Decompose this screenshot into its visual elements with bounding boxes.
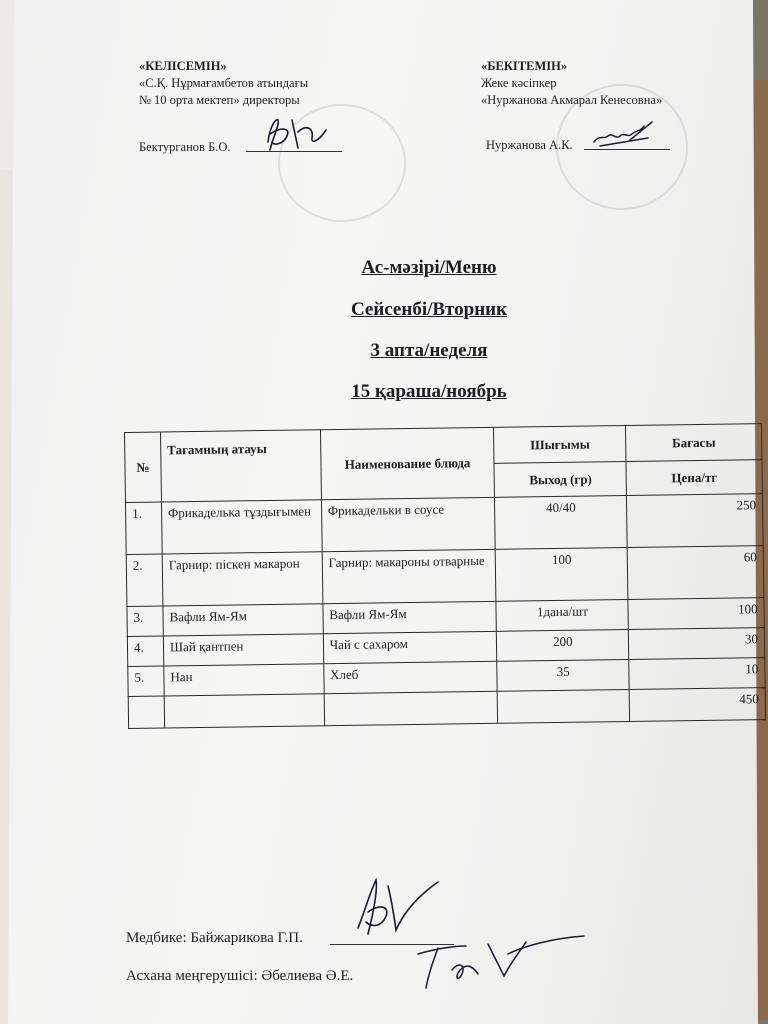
dish-price: 10 [629, 658, 765, 690]
approval-right-signer: Нуржанова А.К. [486, 138, 573, 152]
week-title: 3 апта/неделя [370, 340, 488, 361]
dish-name-kz: Нан [164, 664, 324, 696]
cook-signer: Асхана меңгерушісі: Әбелиева Ә.Е. [126, 968, 354, 984]
row-number: 1. [125, 502, 162, 554]
row-number: 3. [127, 606, 163, 636]
dish-price: 60 [627, 546, 763, 600]
empty-cell [324, 691, 498, 725]
table-row [126, 546, 764, 607]
empty-cell [164, 694, 324, 728]
approval-left-title: «КЕЛІСЕМІН» [139, 59, 227, 73]
empty-cell [128, 696, 164, 728]
dish-name-kz: Шай қантпен [163, 634, 323, 666]
dish-name-kz: Гарнир: піскен макарон [162, 552, 322, 606]
date-title: 15 қараша/ноябрь [351, 381, 507, 402]
row-number: 4. [127, 636, 163, 666]
menu-title: Ас-мәзірі/Меню [361, 257, 497, 278]
approval-right-line1: Жеке кәсіпкер [481, 76, 557, 90]
dish-yield: 1дана/шт [496, 599, 628, 631]
nurse-signer: Медбике: Байжарикова Г.П. [126, 930, 303, 946]
dish-name-kz: Вафли Ям-Ям [163, 604, 323, 636]
day-title: Сейсенбі/Вторник [350, 299, 508, 320]
dish-yield: 40/40 [495, 495, 628, 549]
dish-name-kz: Фрикаделька тұздығымен [161, 500, 321, 554]
signature-cook [408, 924, 588, 994]
approval-left-signer: Бектурганов Б.О. [139, 140, 231, 154]
col-name-kz-header: Тағамның атауы [160, 430, 321, 502]
col-yield-ru-header: Выход (гр) [494, 461, 626, 497]
total-price: 450 [629, 688, 765, 722]
col-name-ru-header: Наименование блюда [320, 427, 495, 499]
dish-price: 100 [628, 598, 764, 630]
dish-name-ru: Чай с сахаром [323, 631, 497, 663]
dish-yield: 100 [496, 547, 629, 601]
dish-name-ru: Вафли Ям-Ям [323, 601, 497, 633]
col-number-header: № [125, 432, 162, 502]
signature-right [590, 118, 656, 150]
row-number: 2. [126, 554, 163, 606]
col-yield-kz-header: Шығымы [494, 425, 626, 463]
signature-left [262, 112, 332, 156]
dish-yield: 200 [497, 629, 629, 661]
menu-table [124, 423, 766, 729]
empty-cell [498, 689, 630, 723]
col-price-ru-header: Цена/тг [626, 460, 762, 496]
dish-name-ru: Фрикадельки в соусе [321, 497, 495, 551]
dish-name-ru: Гарнир: макароны отварные [322, 549, 496, 603]
col-price-kz-header: Бағасы [626, 424, 762, 462]
table-row [125, 494, 763, 555]
dish-price: 250 [627, 494, 763, 548]
approval-left-line2: № 10 орта мектеп» директоры [139, 93, 300, 107]
dish-name-ru: Хлеб [323, 661, 497, 693]
dish-price: 30 [629, 628, 765, 660]
approval-right-title: «БЕКІТЕМІН» [481, 59, 568, 73]
dish-yield: 35 [497, 659, 629, 691]
approval-left-line1: «С.Қ. Нұрмағамбетов атындағы [139, 76, 309, 90]
approval-right-line2: «Нуржанова Акмарал Кенесовна» [481, 93, 663, 107]
row-number: 5. [128, 666, 164, 696]
